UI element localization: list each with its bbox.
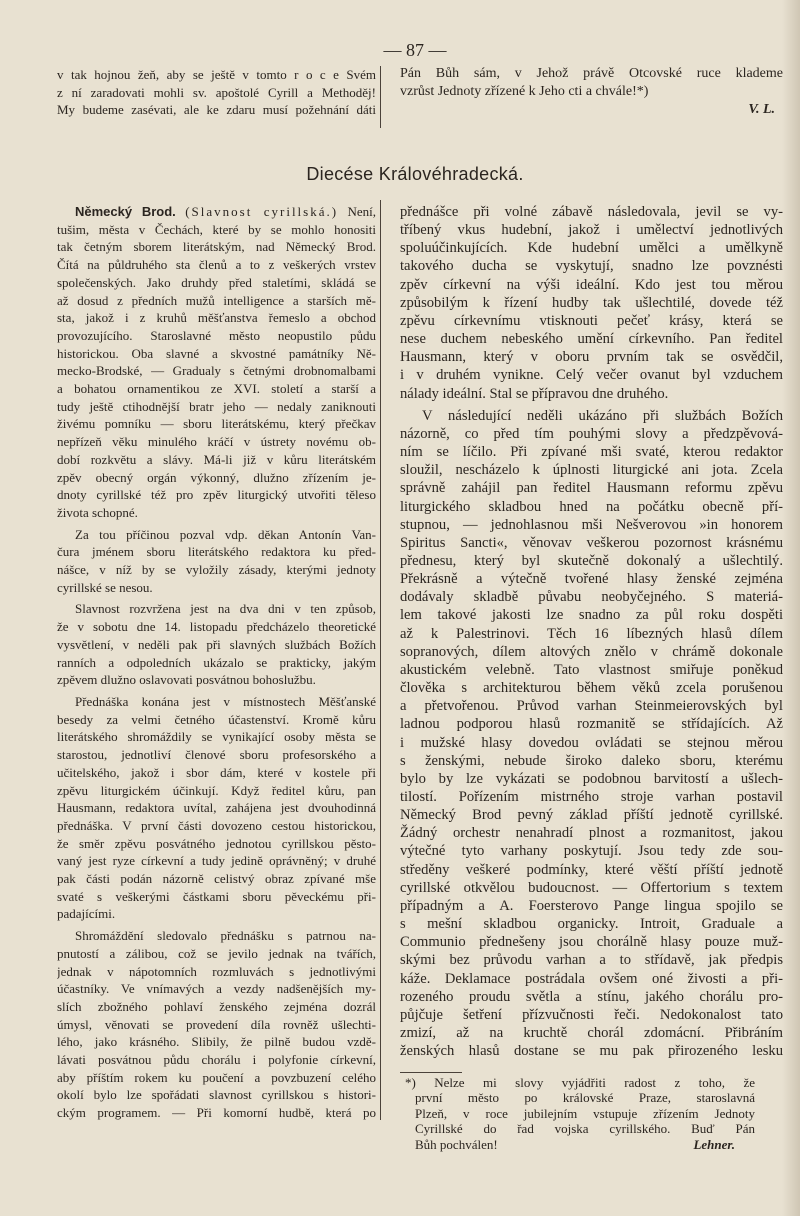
text-line: Slavnost rozvržena jest na dva dni v ten způsob, xyxy=(75,601,376,617)
text-line: mecko-Brodské, — Gradualy s četnými drobnomalbami xyxy=(57,363,376,379)
text-line: že směr zpěvu posvátného jednotou cyrillskou pěsto- xyxy=(57,835,376,851)
text-line: přednesu, který byl skutečně dokonalý a ušlechtilý. xyxy=(400,552,783,569)
text-line: besedy za velmi četného účastenství. Kromě kůru xyxy=(57,711,376,727)
text-line: Hausmann, který v oboru prvním tak se osvědčil, xyxy=(400,349,783,366)
text-line: Překrásně a výtečně tvořené hlasy ženské zejména xyxy=(400,571,783,588)
text-line: cyrillské otkvělou budoucnost. — Offertorium s textem xyxy=(400,879,783,896)
text-line: ranních a odpoledních ukázalo se prakticky, jakým xyxy=(57,654,376,670)
text-line: v tak hojnou žeň, aby se ještě v tomto r o c e Svém xyxy=(57,67,376,82)
text-line: Bůh pochválen! xyxy=(415,1136,498,1152)
text-line: Za tou příčinou pozval vdp. děkan Antonín Van- xyxy=(75,526,376,542)
text-line: bylo by lze vykázati se podobnou barvitostí a ušlech- xyxy=(400,770,783,787)
text-line: případným a A. Foersterovo Pange lingua spojilo se xyxy=(400,897,783,914)
text-line: lávati posvátnou půdu chorálu i polyfonie církevní, xyxy=(57,1052,376,1068)
text-line: Pán Bůh sám, v Jehož právě Otcovské ruce klademe xyxy=(400,66,783,81)
text-line: káže. Deklamace postrádala ovšem oné živosti a při- xyxy=(400,970,783,987)
text-line: Německý Brod pevný základ příští jednotě cyrillské. xyxy=(400,807,783,824)
text-line: čura jménem sboru literátského redaktora ku před- xyxy=(57,544,376,560)
text-line: života schopné. xyxy=(57,504,138,520)
section-title: Diecése Královéhradecká. xyxy=(306,164,524,184)
text-line: zpěvu církevnímu vtisknouti pečeť krásy, která se xyxy=(400,312,783,329)
text-line: skými bez průvodu varhan a to střídavě, jak předpis xyxy=(400,952,783,969)
text-line: z ní zaradovati mohli sv. apoštolé Cyrill a Methoděj! xyxy=(57,84,376,100)
footnote-rule xyxy=(400,1072,462,1073)
text-line: přednáška. V první části dovozeno cestou historickou, xyxy=(57,817,376,833)
text-line: Čítá na půldruhého sta členů a to z veškerých vrstev xyxy=(57,257,376,273)
text-line: ckým programem. — Při komorní hudbě, která po xyxy=(57,1105,376,1121)
paragraph xyxy=(57,203,376,522)
text-line: úmysl, věnovati se provedení díla rovněž ušlechti- xyxy=(57,1016,376,1032)
text-line: ladnou podporou hlasů rozmanitě se střídajících. Až xyxy=(400,716,783,733)
text-line: středěny veškeré podmínky, které věští příští jednotě xyxy=(400,861,783,878)
text-line: až dosud z předních mužů intelligence a starších mě- xyxy=(57,292,376,308)
page-number: — 87 — xyxy=(383,40,447,60)
text-line: společenských. Jako druhdy před staletími, skládá se xyxy=(57,274,376,290)
column-divider-top xyxy=(380,66,381,128)
text-line: jednak v nápotomních rozmluvách s jednotlivými xyxy=(57,963,376,979)
text-line: názorně, co před tím pouhými slovy a předzpěvová- xyxy=(400,425,783,442)
text-line: ženských hlasů dostane se mu pak přirozeného lesku xyxy=(400,1043,783,1060)
column-divider xyxy=(380,200,381,1120)
text-line: s mešní skladbou organicky. Introit, Graduale a xyxy=(400,916,783,933)
text-line: způsobilým k řízení hudby tak ušlechtilé, dovede též xyxy=(400,294,783,311)
text-line: člověka s architekturou během věků zcela porušenou xyxy=(400,680,783,697)
text-line: sloužil, nescházelo k úplnosti liturgické ani jota. Zcela xyxy=(400,462,783,479)
text-line: historickou. Oba slavné a skvostné památníky Ně- xyxy=(57,345,376,361)
text-line: že v sobotu dne 14. listopadu předcházelo theoretické xyxy=(57,619,376,635)
paragraph xyxy=(57,526,376,597)
footnote-last-line xyxy=(415,1137,755,1152)
article-lead: Německý Brod. xyxy=(75,204,176,219)
text-line: přednášce při volné zábavě následovala, jevil se vy- xyxy=(400,204,783,220)
text-line: tříbený vkus hudební, jakož i umělectví jednotlivých xyxy=(400,222,783,239)
text-line: výtečné tyto varhany poskytují. Jsou tedy zde sou- xyxy=(400,843,783,860)
footnote-signature: Lehner. xyxy=(693,1136,735,1152)
top-left-continuation xyxy=(57,66,376,119)
author-signature: V. L. xyxy=(748,102,775,118)
text-line: zpěv církevní na výši ideální. Kdo jest tou měrou xyxy=(400,276,783,293)
text-line: tilostí. Pořízením mistrného stroje varhan postavil xyxy=(400,789,783,805)
footnote xyxy=(405,1075,755,1152)
text-line: tušim, města v Čechách, které by se mohlo honositi xyxy=(57,221,376,237)
text-line: tak četným sborem literátským, nad Německý Brod. xyxy=(57,239,376,255)
text-line: liturgického skladbou hned na počátku obecně pří- xyxy=(400,498,783,515)
text-line: provozujícího. Staroslavné město neopustilo půdu xyxy=(57,327,376,343)
text-line: sopranových, dílem altových znělo v chrámě dokonale xyxy=(400,643,783,660)
text-line: s ženskými, nebude široko daleko sboru, kterému xyxy=(400,752,783,769)
text-line: My budeme zasévati, ale ke zdaru musí požehnání dáti xyxy=(57,102,376,118)
text-line: Shromáždění sledovalo přednášku s patrnou na- xyxy=(75,928,376,944)
text-line: okolí bylo lze spořádati slavnost cyrillskou s histori- xyxy=(57,1087,376,1103)
text-line: nášce, v níž by se vyložily zásady, kterými jednoty xyxy=(57,562,376,578)
text-line: stupnou, — jednohlasnou mši Nešverovou »in honorem xyxy=(400,516,783,533)
text-line: svaté s veškerými částkami sboru pěveckému při- xyxy=(57,888,376,904)
text-line: nese duchem nebeského umění církevního. Pan ředitel xyxy=(400,331,783,348)
text-line: Communio přednešeny jsou chorálně hlasy pouze muž- xyxy=(400,934,783,951)
text-line: dodávaly skladbě půvabu neobyčejného. S materiá- xyxy=(400,589,783,606)
text-line: vaný jest ryze církevní a tudy jedině oprávněný; v druhé xyxy=(57,853,376,869)
text-line: Žádný orchestr nenahradí plnost a rozmanitost, jakou xyxy=(400,825,783,842)
text-line: starostou, jednotliví členové sboru profesorského a xyxy=(57,747,376,763)
text-line: vzrůst Jednoty zřízené k Jeho cti a chvále!*) xyxy=(400,84,649,100)
text-line: takového ducha se vyskytují, snadno lze povznésti xyxy=(400,258,783,275)
paragraph xyxy=(400,203,783,403)
text-line: správně zahájil pan ředitel Hausmann reformu zpěvu xyxy=(400,480,783,497)
text-line: Plzeň, v roce jubilejním vstupuje zřízením Jednoty xyxy=(415,1105,755,1121)
text-line: Cyrillské do řad vojska cyrillského. Buď Pán xyxy=(415,1121,755,1137)
text-line: tudy ještě ctihodnější bratr jeho — nedaly zaniknouti xyxy=(57,398,376,414)
text-line: vysvětlení, v neděli pak při slavných službách Božích xyxy=(57,636,376,652)
text-line: rozeného proudu světla a stínu, jakého chorálu pro- xyxy=(400,988,783,1005)
right-column xyxy=(400,203,783,1064)
text-line: pak části podán názorně celistvý obraz zpívané mše xyxy=(57,871,376,887)
paragraph xyxy=(57,927,376,1122)
text-line: aby příštím rokem ku poučení a povzbuzení celého xyxy=(57,1069,376,1085)
text-line: a bohatou ornamentikou ze XVI. století a starší a xyxy=(57,381,376,397)
text-line: až k Palestrinovi. Těch 16 líbezných hlasů dílem xyxy=(400,625,783,642)
text-line: učitelského, jakož i sbor dám, které v kostele při xyxy=(57,764,376,780)
text-line: nálady ideální. Stal se přípravou dne druhého. xyxy=(400,385,669,402)
article-subtitle: (Slavnost cyrillská.) xyxy=(185,204,339,219)
text-line: zpěvu liturgickém účinkují. Když ředitel kůru, pan xyxy=(57,782,376,798)
text-line: sta, jakož i z kruhů měšťanstva řemeslo a obchod xyxy=(57,310,376,326)
left-column xyxy=(57,203,376,1126)
text-line: Hausmann, redaktora uvítal, zahájena jest dvouhodinná xyxy=(57,800,376,816)
text-line: účastníky. Ve vnímavých a vezdy nadšenějších my- xyxy=(57,981,376,997)
paragraph xyxy=(57,693,376,923)
text-line: dobí rozkvětu a slávy. Má-li již v kůru literátském xyxy=(57,451,376,467)
text-line: dnoty cyrillské též pro zpěv liturgický utvořiti těleso xyxy=(57,487,376,503)
text-line: zmizí, až na kruchtě chorál zdomácní. Přibráním xyxy=(400,1025,783,1042)
article-lead-line xyxy=(57,203,376,221)
text-line: i v druhém vynikne. Celý večer ovanut byl vzduchem xyxy=(400,367,783,384)
text-line: živému pomníku — sboru literátskému, který přečkav xyxy=(57,416,376,432)
text-line: *) Nelze mi slovy vyjádřiti radost z toho, že xyxy=(405,1075,755,1090)
text-line: a přetvořenou. Průvod varhan Steinmeierovských byl xyxy=(400,698,783,715)
text-line: Spiritus Sancti«, věnovav veškerou pozornost krásnému xyxy=(400,534,783,551)
text-line: cyrillské se nesou. xyxy=(57,579,153,595)
text-line: Přednáška konána jest v místnostech Měšťanské xyxy=(75,693,376,709)
text-line: literátského shromáždily se vynikající osoby města se xyxy=(57,729,376,745)
text-line: i mužské hlasy dovedou ovládati se stejnou měrou xyxy=(400,734,783,751)
text-line: V následující neděli ukázáno při službách Božích xyxy=(422,407,783,424)
text-line: pnutostí a zálibou, což se jevilo jednak na tvářích, xyxy=(57,945,376,961)
text-line: lého, jako krásného. Slibily, že pilně budou vzdě- xyxy=(57,1034,376,1050)
text-fragment: Není, xyxy=(347,204,376,219)
text-line: slích zbožného pohlaví ženského zejména dozrál xyxy=(57,998,376,1014)
text-line: zpěvem dlužno oslavovati posvátnou bohoslužbu. xyxy=(57,672,316,688)
text-line: půjčuje šetření přízvučnosti řeči. Nedokonalost tato xyxy=(400,1006,783,1023)
text-line: lem takové jakosti lze snadno za půl roku dospěti xyxy=(400,607,783,624)
text-line: první město po královské Praze, staroslavná xyxy=(415,1090,755,1106)
paragraph xyxy=(400,407,783,1061)
text-line: akustickém velebně. Tato vlastnost smiřuje poněkud xyxy=(400,661,783,678)
top-right-continuation xyxy=(400,65,783,119)
text-line: spoluúčinkujících. Kde hudební umělci a umělkyně xyxy=(400,240,783,257)
text-line: zpěv obecný orgán výkonný, dlužno zřízením je- xyxy=(57,469,376,485)
text-line: ním se líčilo. Při zpívané mši svaté, kterou redaktor xyxy=(400,444,783,461)
text-line: padajícími. xyxy=(57,906,116,922)
paragraph xyxy=(57,600,376,689)
text-line: nepřízeň věku minulého kráčí v ústrety novému ob- xyxy=(57,434,376,450)
